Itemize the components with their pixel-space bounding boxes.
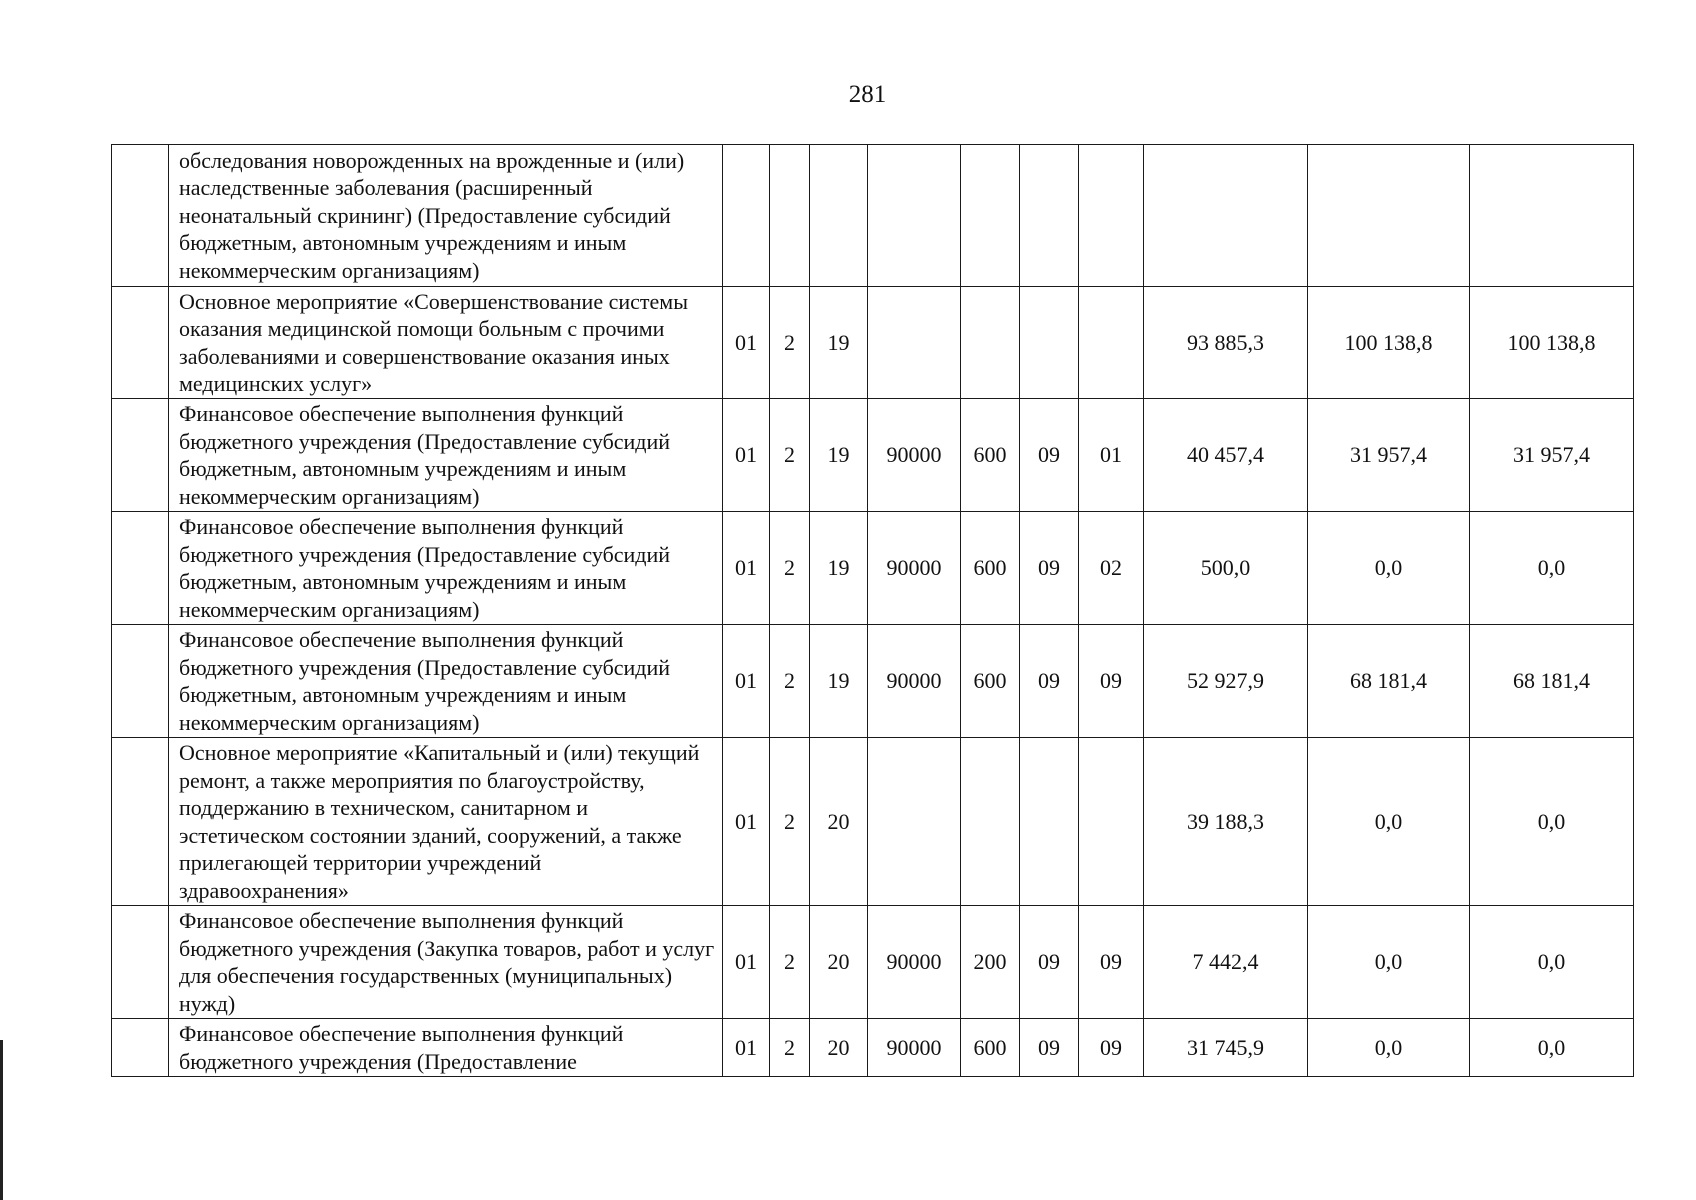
code-main-event: 20 (810, 1019, 868, 1077)
margin-mark (0, 1040, 3, 1200)
code-subsection (1079, 738, 1144, 906)
code-main-event: 20 (810, 738, 868, 906)
value-year-3: 100 138,8 (1470, 287, 1634, 399)
code-program (723, 145, 770, 287)
code-subprogram (770, 145, 810, 287)
row-number-cell (112, 625, 169, 738)
code-subsection: 01 (1079, 399, 1144, 512)
code-direction: 90000 (868, 1019, 961, 1077)
value-year-2: 68 181,4 (1308, 625, 1470, 738)
code-expense-type (961, 145, 1020, 287)
value-year-2: 0,0 (1308, 512, 1470, 625)
code-expense-type (961, 287, 1020, 399)
code-subsection: 09 (1079, 1019, 1144, 1077)
value-year-2: 0,0 (1308, 738, 1470, 906)
code-section: 09 (1020, 399, 1079, 512)
code-subprogram: 2 (770, 512, 810, 625)
code-section: 09 (1020, 625, 1079, 738)
value-year-3: 68 181,4 (1470, 625, 1634, 738)
row-description: Финансовое обеспечение выполнения функций бюджетного учреждения (Предоставление субсидий бюджетным, автономным учреждениям и иным некоммерческим организациям) (169, 399, 723, 512)
value-year-3: 0,0 (1470, 512, 1634, 625)
table-row (112, 145, 1634, 287)
code-direction: 90000 (868, 399, 961, 512)
value-year-1: 500,0 (1144, 512, 1308, 625)
code-section: 09 (1020, 512, 1079, 625)
code-direction (868, 287, 961, 399)
code-expense-type (961, 738, 1020, 906)
value-year-2: 31 957,4 (1308, 399, 1470, 512)
code-main-event: 20 (810, 906, 868, 1019)
value-year-3 (1470, 145, 1634, 287)
budget-table (111, 144, 1634, 1077)
value-year-2: 100 138,8 (1308, 287, 1470, 399)
code-expense-type: 600 (961, 1019, 1020, 1077)
code-subsection (1079, 287, 1144, 399)
code-direction: 90000 (868, 906, 961, 1019)
table-row (112, 906, 1634, 1019)
value-year-3: 0,0 (1470, 738, 1634, 906)
code-main-event: 19 (810, 625, 868, 738)
code-subsection: 09 (1079, 906, 1144, 1019)
row-number-cell (112, 512, 169, 625)
code-subprogram: 2 (770, 625, 810, 738)
row-number-cell (112, 906, 169, 1019)
code-main-event (810, 145, 868, 287)
row-number-cell (112, 738, 169, 906)
code-subprogram: 2 (770, 738, 810, 906)
code-direction: 90000 (868, 512, 961, 625)
row-description: Финансовое обеспечение выполнения функций бюджетного учреждения (Предоставление субсидий бюджетным, автономным учреждениям и иным некоммерческим организациям) (169, 625, 723, 738)
code-program: 01 (723, 287, 770, 399)
code-subprogram: 2 (770, 287, 810, 399)
code-direction (868, 738, 961, 906)
table-row (112, 1019, 1634, 1077)
code-direction (868, 145, 961, 287)
value-year-1: 40 457,4 (1144, 399, 1308, 512)
value-year-1: 31 745,9 (1144, 1019, 1308, 1077)
code-expense-type: 600 (961, 399, 1020, 512)
table-row (112, 625, 1634, 738)
code-subprogram: 2 (770, 906, 810, 1019)
row-description: Финансовое обеспечение выполнения функций бюджетного учреждения (Предоставление субсидий бюджетным, автономным учреждениям и иным некоммерческим организациям) (169, 512, 723, 625)
code-program: 01 (723, 1019, 770, 1077)
code-subprogram: 2 (770, 1019, 810, 1077)
page-number: 281 (848, 81, 887, 108)
value-year-1: 39 188,3 (1144, 738, 1308, 906)
value-year-2: 0,0 (1308, 1019, 1470, 1077)
row-number-cell (112, 145, 169, 287)
row-number-cell (112, 399, 169, 512)
table-row (112, 399, 1634, 512)
table-row (112, 287, 1634, 399)
code-program: 01 (723, 738, 770, 906)
row-number-cell (112, 1019, 169, 1077)
code-program: 01 (723, 906, 770, 1019)
value-year-2: 0,0 (1308, 906, 1470, 1019)
code-subsection: 09 (1079, 625, 1144, 738)
code-section: 09 (1020, 1019, 1079, 1077)
row-description: Финансовое обеспечение выполнения функций бюджетного учреждения (Закупка товаров, работ и услуг для обеспечения государственных (муниципальных) нужд) (169, 906, 723, 1019)
code-main-event: 19 (810, 512, 868, 625)
code-direction: 90000 (868, 625, 961, 738)
code-subprogram: 2 (770, 399, 810, 512)
table-row (112, 512, 1634, 625)
code-program: 01 (723, 625, 770, 738)
row-description: Основное мероприятие «Совершенствование системы оказания медицинской помощи больным с прочими заболеваниями и совершенствование оказания иных медицинских услуг» (169, 287, 723, 399)
row-number-cell (112, 287, 169, 399)
value-year-1 (1144, 145, 1308, 287)
code-program: 01 (723, 399, 770, 512)
value-year-2 (1308, 145, 1470, 287)
code-subsection (1079, 145, 1144, 287)
code-program: 01 (723, 512, 770, 625)
code-section: 09 (1020, 906, 1079, 1019)
row-description: обследования новорожденных на врожденные и (или) наследственные заболевания (расширенный неонатальный скрининг) (Предоставление субсидий бюджетным, автономным учреждениям и иным некоммерческим организациям) (169, 145, 723, 287)
value-year-1: 7 442,4 (1144, 906, 1308, 1019)
row-description: Основное мероприятие «Капитальный и (или) текущий ремонт, а также мероприятия по благоустройству, поддержанию в техническом, санитарном и эстетическом состоянии зданий, сооружений, а также прилегающей территории учреждений здравоохранения» (169, 738, 723, 906)
value-year-3: 0,0 (1470, 1019, 1634, 1077)
code-main-event: 19 (810, 399, 868, 512)
code-expense-type: 200 (961, 906, 1020, 1019)
value-year-3: 0,0 (1470, 906, 1634, 1019)
value-year-3: 31 957,4 (1470, 399, 1634, 512)
row-description: Финансовое обеспечение выполнения функций бюджетного учреждения (Предоставление (169, 1019, 723, 1077)
value-year-1: 52 927,9 (1144, 625, 1308, 738)
code-main-event: 19 (810, 287, 868, 399)
value-year-1: 93 885,3 (1144, 287, 1308, 399)
code-subsection: 02 (1079, 512, 1144, 625)
code-section (1020, 287, 1079, 399)
code-section (1020, 145, 1079, 287)
code-section (1020, 738, 1079, 906)
code-expense-type: 600 (961, 512, 1020, 625)
table-row (112, 738, 1634, 906)
code-expense-type: 600 (961, 625, 1020, 738)
